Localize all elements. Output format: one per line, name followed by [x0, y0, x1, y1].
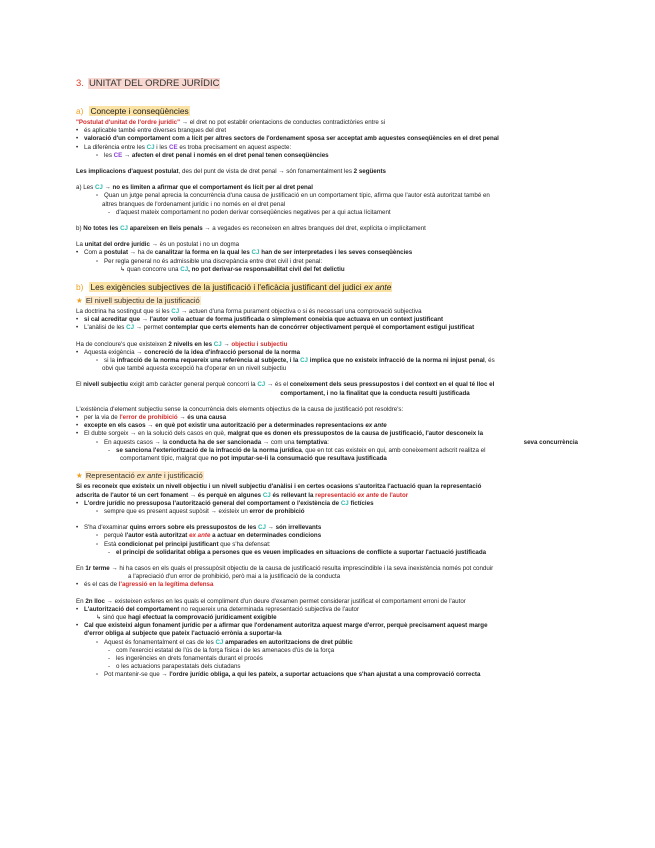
bullet-icon: •: [76, 622, 79, 630]
bullet-icon: •: [76, 127, 79, 135]
bullet-icon: •: [76, 499, 79, 507]
bullet-icon: •: [76, 581, 79, 589]
text-line: En 1r terme → hi ha casos en els quals el pressupòsit objectiu de la causa de justificació resulta imprescindible i la seva inexistència només pot conduir: [76, 564, 494, 572]
heading-a-number: a): [76, 106, 84, 116]
bullet-icon: •: [76, 316, 79, 324]
text-line: ↳ quan concorre una CJ, no pot derivar-se responsabilitat civil del fet delictiu: [120, 265, 345, 273]
text-line: ▫ Quan un jutge penal aprecia la concurrència d'una causa de justificació en un comportament típic, afirma que l'autor està autoritzat també en: [96, 192, 490, 200]
section-title-text: UNITAT DEL ORDRE JURÍDIC: [88, 78, 220, 89]
text-line: • La diferència entre les CJ i les CE es troba precisament en aquest aspecte:: [76, 143, 292, 151]
text-line: "Postulat d'unitat de l'ordre jurídic" → el dret no pot establir orientacions de conductes contradictòries entre si: [76, 119, 386, 126]
text-line: a l'apreciació d'un error de prohibició, però mai a la justificació de la conducta: [128, 573, 341, 581]
text-line: • L'anàlisi de les CJ → permet contemplar que certs elements han de concórrer objectivament perquè el comportament estigui justificat: [76, 324, 475, 332]
text-line: d'error obliga al subjecte que pateix l'actuació errònia a suportar-la: [84, 630, 282, 638]
square-bullet-icon: ▫: [96, 151, 99, 159]
text-line: ▫ les CE → afecten el dret penal i només en el dret penal tenen conseqüències: [96, 151, 329, 159]
heading-a-text: Concepte i conseqüències: [90, 106, 189, 116]
bullet-icon: •: [76, 430, 79, 438]
text-line: • valoració d'un comportament com a lícit per altres sectors de l'ordenament sposa ser acceptat amb aquestes conseqüències en el dret penal: [76, 135, 499, 143]
text-line: • Cal que existeixi algun fonament jurídic per a afirmar que l'ordenament autoritza aquest marge d'error, perquè precisament aquest marge: [76, 622, 488, 630]
text-line: • si cal acreditar que → l'autor volia actuar de forma justificada o simplement coneixia que actuava en un context justificant: [76, 316, 444, 324]
square-bullet-icon: ▫: [96, 671, 99, 679]
text-line: • Com a postulat → ha de canalitzar la forma en la qual les CJ han de ser interpretades i les seves conseqüències: [76, 249, 413, 257]
text-line: ▫ sempre que es present aquest supòsit → existeix un error de prohibició: [96, 507, 305, 515]
text-line: Les implicacions d'aquest postulat, des del punt de vista de dret penal → són fonamentalment les 2 següents: [76, 168, 386, 176]
subheading-subjective: ★ El nivell subjectiu de la justificació: [76, 296, 200, 306]
text-line: ↳ sinó que hagi efectuat la comprovació jurídicament exigible: [96, 613, 277, 621]
text-line: • és el cas de l'agressió en la legítima defensa: [76, 581, 214, 589]
text-line: • per la via de l'error de prohibició → és una causa: [76, 414, 227, 422]
text-line: ▫ si la infracció de la norma requereix una referència al subjecte, i la CJ implica que no existeix infracció de la norma ni injust penal, és: [96, 357, 495, 365]
bullet-icon: •: [76, 324, 79, 332]
heading-b-number: b): [76, 282, 84, 293]
dash-icon: -: [108, 446, 111, 454]
text-line: comportament, i no la finalitat que la conducta resulti justificada: [280, 389, 470, 397]
heading-b-text: Les exigències subjectives de la justificació i l'eficàcia justificant del judici: [90, 282, 362, 293]
text-line: - o les actuacions parapestatals dels ciutadans: [108, 663, 241, 671]
text-line: - les ingerències en drets fonamentals durant el procés: [108, 654, 263, 662]
dash-icon: -: [108, 663, 111, 671]
heading-a: [76, 106, 584, 117]
square-bullet-icon: ▫: [96, 638, 99, 646]
dash-icon: -: [108, 654, 111, 662]
bullet-icon: •: [76, 605, 79, 613]
square-bullet-icon: ▫: [96, 257, 99, 265]
square-bullet-icon: ▫: [96, 540, 99, 548]
text-line: - se sanciona l'exteriorització de la infracció de la norma jurídica, que en tot cas existeix en qui, amb coneixement adscrit realitza el: [108, 446, 486, 454]
text-line: ▫ perquè l'autor està autoritzat ex ante a actuar en determinades condicions: [96, 532, 322, 540]
bullet-icon: •: [76, 348, 79, 356]
section-number: 3.: [76, 78, 84, 89]
dash-icon: -: [108, 548, 111, 556]
text-line: b) No totes les CJ apareixen en lleis penals → a vegades es reconeixen en altres branques del dret, explícita o implícitament: [76, 225, 426, 233]
star-icon: ★: [76, 296, 83, 306]
text-line: • S'ha d'examinar quins errors sobre els pressupostos de les CJ → són irrellevants: [76, 524, 322, 532]
text-line: - com l'exercici estatal de l'ús de la força física i de les amenaces d'ús de la força: [108, 646, 335, 654]
text-line: ▫ En aquests casos → la conducta ha de ser sancionada → com una temptativa: seva concurrència: [96, 438, 578, 446]
text-line: ▫ Pot mantenir-se que → l'ordre jurídic obliga, a qui les pateix, a suportar actuacions que s'han ajustat a una comprovació correcta: [96, 671, 481, 679]
square-bullet-icon: ▫: [96, 438, 99, 446]
bullet-icon: •: [76, 414, 79, 422]
text-line: ▫ Per regla general no és admissible una discrepància entre dret civil i dret penal:: [96, 257, 323, 265]
text-line: L'existència d'element subjectiu sense la concurrència dels elements objectius de la causa de justificació pot resoldre's:: [76, 405, 404, 413]
section-title: [76, 78, 584, 90]
dash-icon: -: [108, 208, 111, 216]
bullet-icon: •: [76, 135, 79, 143]
bullet-icon: •: [76, 422, 79, 430]
text-line: El nivell subjectiu exigit amb caràcter general perquè concorri la CJ → és el coneixement dels seus pressupostos i del context en el qual té lloc el: [76, 381, 495, 389]
text-line: • Aquesta exigència → concreció de la idea d'infracció personal de la norma: [76, 348, 301, 356]
heading-b: b) Les exigències subjectives de la justificació i l'eficàcia justificant del judici ex ante: [76, 282, 392, 293]
subheading-representation: ★ Representació ex ante i justificació: [76, 471, 203, 481]
text-line: - el principi de solidaritat obliga a persones que es veuen implicades en situacions de conflicte a suportar l'actuació justificada: [108, 548, 487, 556]
text-line: • L'autorització del comportament no requereix una determinada representació subjectiva de l'autor: [76, 605, 360, 613]
text-line: La doctrina ha sostingut que si les CJ → actuen d'una forma purament objectiva o si és necessari una comprovació subjectiva: [76, 308, 422, 316]
text-line: • El dubte sorgeix → en la solució dels casos en què, malgrat que es donen els pressupostos de la causa de justificació, l'autor desconeix la: [76, 430, 484, 438]
text-line: obvi que també aquesta excepció ha d'operar en un nivell subjectiu: [102, 365, 287, 373]
text-line: • excepte en els casos → en què pot existir una autorització per a determinades representacions ex ante: [76, 422, 387, 430]
text-line: - d'aquest mateix comportament no poden derivar conseqüències negatives per a qui actua lícitament: [108, 208, 391, 216]
text-line: Ha de concloure's que existeixen 2 nivells en les CJ → objectiu i subjectiu: [76, 340, 288, 348]
text-line: a) Les CJ → no es limiten a afirmar que el comportament és lícit per al dret penal: [76, 184, 313, 192]
text-line: ▫ Aquest és fonamentalment el cas de les CJ amparades en autoritzacions de dret públic: [96, 638, 353, 646]
bullet-icon: •: [76, 524, 79, 532]
text-line: adscrita de l'autor té un cert fonament → és perquè en algunes CJ és rellevant la representació ex ante de l'autor: [76, 491, 409, 499]
star-icon: ★: [76, 471, 83, 481]
text-line: Si es reconeix que existeix un nivell objectiu i un nivell subjectiu d'anàlisi i en certes ocasions s'autoritza l'actuació quan la representació: [76, 483, 482, 491]
text-line: • L'ordre jurídic no pressuposa l'autorització general del comportament o l'existència de CJ fictícies: [76, 499, 374, 507]
square-bullet-icon: ▫: [96, 507, 99, 515]
text-line: • és aplicable també entre diverses branques del dret: [76, 127, 227, 135]
bullet-icon: •: [76, 249, 79, 257]
text-line: En 2n lloc → existeixen esferes en les quals el compliment d'un deure d'examen permet considerar justificat el comportament erroni de l'autor: [76, 597, 466, 605]
square-bullet-icon: ▫: [96, 532, 99, 540]
text-line: La unitat del ordre jurídic → és un postulat i no un dogma: [76, 241, 240, 249]
dash-icon: -: [108, 646, 111, 654]
square-bullet-icon: ▫: [96, 192, 99, 200]
bullet-icon: •: [76, 143, 79, 151]
square-bullet-icon: ▫: [96, 357, 99, 365]
document-content: [76, 78, 584, 680]
text-line: comportament típic, malgrat que no pot imputar-se-li la consumació que resultava justificada: [120, 455, 387, 463]
text-line: altres branques de l'ordenament jurídic i no només en el dret penal: [102, 200, 286, 208]
text-line: ▫ Està condicionat pel principi justificant que s'ha defensat:: [96, 540, 271, 548]
